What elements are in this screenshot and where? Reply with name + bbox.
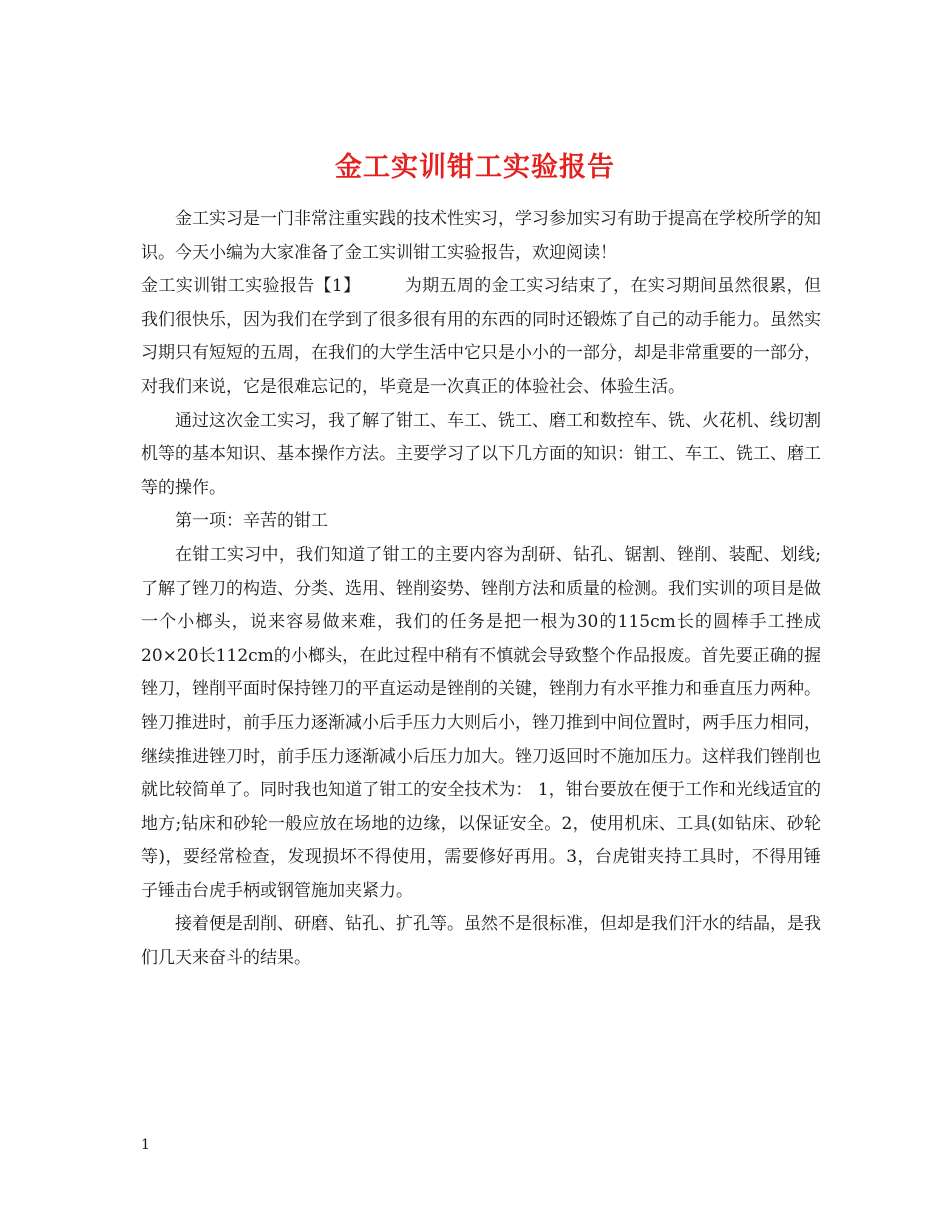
document-title: 金工实训钳工实验报告 [335,152,615,184]
document-body [141,203,821,976]
paragraph-intro: 金工实习是一门非常注重实践的技术性实习，学习参加实习有助于提高在学校所学的知识。今天小编为大家准备了金工实训钳工实验报告，欢迎阅读！ [141,209,821,263]
paragraph-overview: 通过这次金工实习，我了解了钳工、车工、铣工、磨工和数控车、铣、火花机、线切割机等的基本知识、基本操作方法。主要学习了以下几方面的知识：钳工、车工、铣工、磨工等的操作。 [141,410,821,498]
paragraph-report-1 [141,270,821,404]
report-1-body: 为期五周的金工实习结束了，在实习期间虽然很累，但我们很快乐，因为我们在学到了很多很有用的东西的同时还锻炼了自己的动手能力。虽然实习期只有短短的五周，在我们的大学生活中它只是小小的一部分，却是非常重要的一部分，对我们来说，它是很难忘记的，毕竟是一次真正的体验社会、体验生活。 [141,276,821,397]
paragraph-conclusion: 接着便是刮削、研磨、钻孔、扩孔等。虽然不是很标准，但却是我们汗水的结晶，是我们几天来奋斗的结果。 [141,914,821,969]
page-number: 1 [141,1137,150,1153]
report-heading: 金工实训钳工实验报告【1】 [141,276,361,297]
paragraph-fitter-details: 在钳工实习中，我们知道了钳工的主要内容为刮研、钻孔、锯割、锉削、装配、划线;了解了锉刀的构造、分类、选用、锉削姿势、锉削方法和质量的检测。我们实训的项目是做一个小榔头，说来容易做来难，我们的任务是把一根为30的115cm长的圆棒手工挫成20×20长112cm的小榔头，在此过程中稍有不慎就会导致整个作品报废。首先要正确的握锉刀，锉削平面时保持锉刀的平直运动是锉削的关键，锉削力有水平推力和垂直压力两种。锉刀推进时，前手压力逐渐减小后手压力大则后小，锉刀推到中间位置时，两手压力相同，继续推进锉刀时，前手压力逐渐减小后压力加大。锉刀返回时不施加压力。这样我们锉削也就比较简单了。同时我也知道了钳工的安全技术为： 1，钳台要放在便于工作和光线适宜的地方;钻床和砂轮一般应放在场地的边缘，以保证安全。2，使用机床、工具(如钻床、砂轮等)，要经常检查，发现损坏不得使用，需要修好再用。3，台虎钳夹持工具时，不得用锤子锤击台虎手柄或钢管施加夹紧力。 [141,544,821,901]
section-heading-fitter: 第一项：辛苦的钳工 [175,511,328,532]
